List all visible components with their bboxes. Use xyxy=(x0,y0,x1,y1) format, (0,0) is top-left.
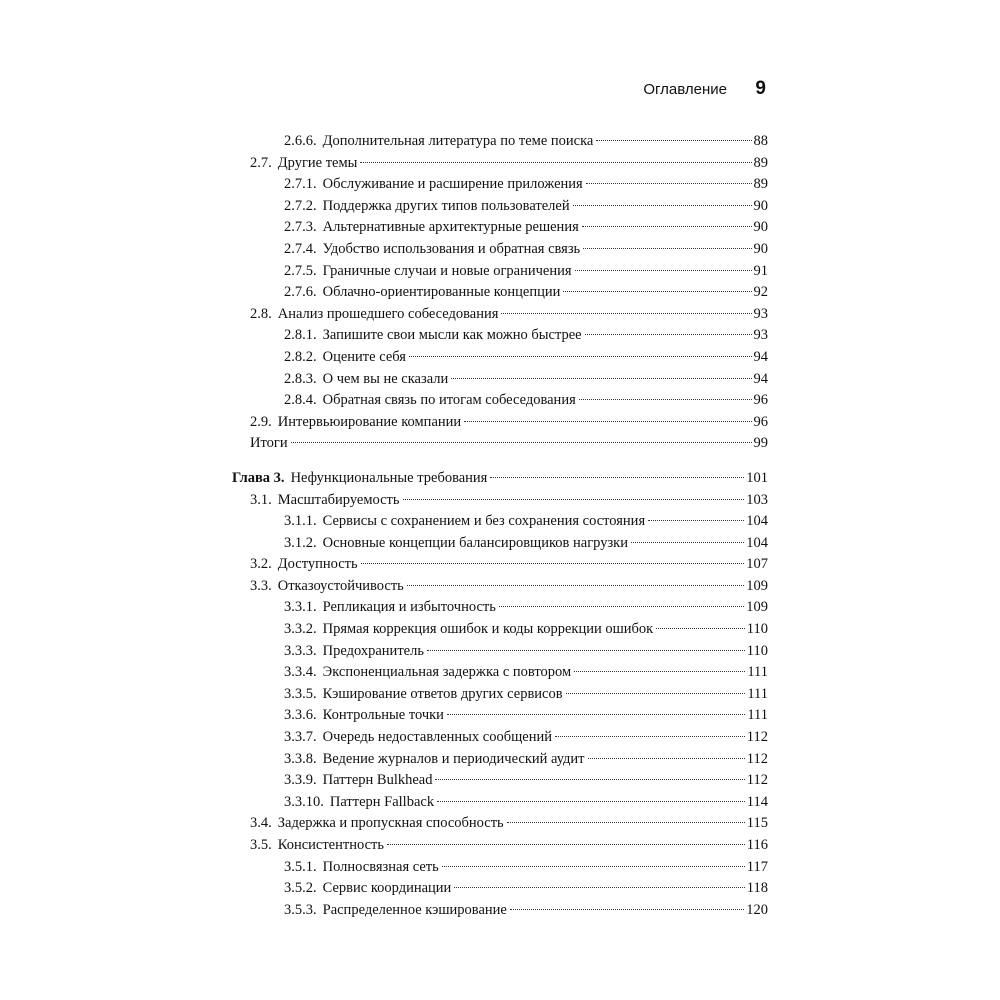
toc-entry-page: 90 xyxy=(753,197,768,214)
toc-entry-number: 2.8.1. xyxy=(284,327,317,344)
toc-leader-dots xyxy=(574,671,745,672)
toc-entry-title: Сервис координации xyxy=(322,880,452,897)
toc-entry-number: 3.3.1. xyxy=(284,599,317,616)
toc-entry[interactable] xyxy=(232,490,768,512)
toc-entry-page: 110 xyxy=(746,642,768,659)
toc-entry-title: Обслуживание и расширение приложения xyxy=(322,176,583,193)
toc-entry-title: Оцените себя xyxy=(322,348,406,365)
toc-entry[interactable] xyxy=(232,347,768,369)
toc-entry-title: Контрольные точки xyxy=(322,707,444,724)
toc-entry-page: 120 xyxy=(746,901,768,918)
toc-leader-dots xyxy=(490,477,744,478)
toc-entry[interactable] xyxy=(232,835,768,857)
toc-entry-number: 2.7.2. xyxy=(284,197,317,214)
toc-entry-number: 3.3.10. xyxy=(284,793,324,810)
toc-leader-dots xyxy=(631,542,744,543)
toc-leader-dots xyxy=(437,801,745,802)
toc-entry-title: Экспоненциальная задержка с повтором xyxy=(322,664,572,681)
toc-entry[interactable] xyxy=(232,641,768,663)
toc-entry-title: Основные концепции балансировщиков нагрузки xyxy=(322,534,628,551)
toc-entry-title: Нефункциональные требования xyxy=(290,469,488,486)
toc-entry[interactable] xyxy=(232,900,768,922)
toc-leader-dots xyxy=(586,183,752,184)
toc-leader-dots xyxy=(588,758,745,759)
toc-entry-page: 96 xyxy=(753,392,768,409)
toc-entry-title: Удобство использования и обратная связь xyxy=(322,240,581,257)
toc-entry-page: 109 xyxy=(746,577,768,594)
toc-entry-number: 3.3.8. xyxy=(284,750,317,767)
toc-entry-number: 2.8.3. xyxy=(284,370,317,387)
toc-leader-dots xyxy=(596,140,751,141)
toc-leader-dots xyxy=(648,520,744,521)
toc-entry-number: 3.3.7. xyxy=(284,729,317,746)
toc-entry[interactable] xyxy=(232,433,768,455)
toc-entry-title: Итоги xyxy=(250,435,288,452)
toc-entry-page: 104 xyxy=(746,534,768,551)
toc-entry-page: 117 xyxy=(746,858,768,875)
toc-entry-number: 2.7.4. xyxy=(284,240,317,257)
toc-entry-page: 104 xyxy=(746,513,768,530)
toc-leader-dots xyxy=(451,378,751,379)
toc-entry[interactable] xyxy=(232,554,768,576)
toc-entry-title: Отказоустойчивость xyxy=(277,577,404,594)
toc-entry[interactable] xyxy=(232,813,768,835)
toc-entry-number: 3.3.5. xyxy=(284,685,317,702)
toc-entry-title: Прямая коррекция ошибок и коды коррекции ошибок xyxy=(322,621,654,638)
toc-entry-page: 89 xyxy=(753,176,768,193)
toc-leader-dots xyxy=(360,162,751,163)
toc-leader-dots xyxy=(447,714,745,715)
toc-entry[interactable] xyxy=(232,217,768,239)
toc-entry-page: 93 xyxy=(753,305,768,322)
toc-entry-number: 3.5. xyxy=(250,837,272,853)
toc-leader-dots xyxy=(585,334,752,335)
toc-entry[interactable] xyxy=(232,770,768,792)
toc-leader-dots xyxy=(387,844,745,845)
toc-entry-title: Паттерн Bulkhead xyxy=(322,772,433,789)
toc-entry[interactable] xyxy=(232,878,768,900)
toc-entry-number: 3.3. xyxy=(250,577,272,594)
toc-entry-title: Обратная связь по итогам собеседования xyxy=(322,392,576,409)
toc-entry-page: 110 xyxy=(746,621,768,638)
toc-entry[interactable] xyxy=(232,196,768,218)
toc-entry-title: Доступность xyxy=(277,556,358,573)
toc-entry-title: Дополнительная литература по теме поиска xyxy=(322,133,594,149)
toc-entry-title: Полносвязная сеть xyxy=(322,858,439,875)
toc-entry-page: 91 xyxy=(753,262,768,279)
table-of-contents xyxy=(232,131,768,921)
toc-entry-title: Запишите свои мысли как можно быстрее xyxy=(322,327,582,344)
toc-entry-page: 96 xyxy=(753,413,768,430)
toc-leader-dots xyxy=(407,585,744,586)
toc-entry-page: 111 xyxy=(747,707,768,724)
toc-entry-number: 3.3.6. xyxy=(284,707,317,724)
toc-entry[interactable] xyxy=(232,511,768,533)
toc-entry-title: Интервьюирование компании xyxy=(277,413,462,430)
toc-entry-number: 3.1.1. xyxy=(284,513,317,530)
toc-entry-number: 3.2. xyxy=(250,556,272,573)
toc-leader-dots xyxy=(435,779,744,780)
toc-entry[interactable] xyxy=(232,705,768,727)
toc-entry-number: 3.5.2. xyxy=(284,880,317,897)
toc-leader-dots xyxy=(563,291,751,292)
running-head-title: Оглавление xyxy=(643,80,727,98)
toc-leader-dots xyxy=(427,650,745,651)
page-header xyxy=(0,78,766,100)
toc-leader-dots xyxy=(501,313,751,314)
toc-entry[interactable] xyxy=(232,792,768,814)
toc-entry-title: Ведение журналов и периодический аудит xyxy=(322,750,585,767)
toc-entry-title: О чем вы не сказали xyxy=(322,370,449,387)
toc-leader-dots xyxy=(361,563,745,564)
toc-entry-page: 88 xyxy=(753,133,768,149)
toc-entry-title: Кэширование ответов других сервисов xyxy=(322,685,563,702)
toc-entry[interactable] xyxy=(232,576,768,598)
toc-entry-title: Распределенное кэширование xyxy=(322,901,507,918)
toc-entry-number: 3.5.1. xyxy=(284,858,317,875)
toc-entry[interactable] xyxy=(232,468,768,490)
toc-leader-dots xyxy=(454,887,744,888)
toc-entry-number: Глава 3. xyxy=(232,469,285,486)
toc-entry-number: 3.4. xyxy=(250,815,272,832)
toc-entry[interactable] xyxy=(232,282,768,304)
toc-entry-page: 90 xyxy=(753,219,768,236)
toc-entry-page: 93 xyxy=(753,327,768,344)
toc-leader-dots xyxy=(583,248,751,249)
toc-entry[interactable] xyxy=(232,325,768,347)
toc-entry-page: 111 xyxy=(747,685,768,702)
toc-leader-dots xyxy=(579,399,752,400)
toc-entry-number: 3.5.3. xyxy=(284,901,317,918)
toc-entry-title: Очередь недоставленных сообщений xyxy=(322,729,552,746)
toc-leader-dots xyxy=(555,736,745,737)
toc-entry-title: Задержка и пропускная способность xyxy=(277,815,504,832)
toc-entry-title: Граничные случаи и новые ограничения xyxy=(322,262,572,279)
toc-entry-number: 2.7.1. xyxy=(284,176,317,193)
toc-leader-dots xyxy=(464,421,751,422)
toc-entry-page: 111 xyxy=(747,664,768,681)
page-number: 9 xyxy=(755,78,766,99)
toc-entry-title: Паттерн Fallback xyxy=(329,793,435,810)
toc-entry[interactable] xyxy=(232,390,768,412)
toc-entry-page: 114 xyxy=(746,793,768,810)
toc-entry[interactable] xyxy=(232,369,768,391)
toc-entry-number: 3.3.3. xyxy=(284,642,317,659)
toc-entry[interactable] xyxy=(232,857,768,879)
toc-leader-dots xyxy=(403,499,745,500)
toc-spacer xyxy=(232,455,768,468)
toc-entry[interactable] xyxy=(232,239,768,261)
toc-entry-page: 94 xyxy=(753,348,768,365)
toc-entry-title: Поддержка других типов пользователей xyxy=(322,197,570,214)
toc-entry-page: 101 xyxy=(746,469,768,486)
toc-entry-title: Альтернативные архитектурные решения xyxy=(322,219,579,236)
toc-entry-number: 2.8. xyxy=(250,305,272,322)
toc-entry-number: 3.3.4. xyxy=(284,664,317,681)
toc-entry-number: 2.7.5. xyxy=(284,262,317,279)
toc-leader-dots xyxy=(442,866,745,867)
toc-entry[interactable] xyxy=(232,684,768,706)
toc-entry-title: Анализ прошедшего собеседования xyxy=(277,305,499,322)
toc-entry[interactable] xyxy=(232,261,768,283)
toc-entry-page: 116 xyxy=(746,837,768,853)
toc-entry-title: Репликация и избыточность xyxy=(322,599,496,616)
toc-entry-page: 118 xyxy=(746,880,768,897)
toc-entry[interactable] xyxy=(232,412,768,434)
toc-entry-title: Сервисы с сохранением и без сохранения состояния xyxy=(322,513,646,530)
toc-entry-page: 99 xyxy=(753,435,768,452)
toc-entry[interactable] xyxy=(232,727,768,749)
toc-entry-number: 3.3.2. xyxy=(284,621,317,638)
toc-entry-page: 92 xyxy=(753,284,768,301)
toc-entry-title: Облачно-ориентированные концепции xyxy=(322,284,561,301)
toc-entry[interactable] xyxy=(232,749,768,771)
toc-entry-title: Консистентность xyxy=(277,837,384,853)
toc-entry-title: Масштабируемость xyxy=(277,491,400,508)
toc-leader-dots xyxy=(291,442,752,443)
toc-entry-number: 2.7.3. xyxy=(284,219,317,236)
toc-entry-number: 2.8.4. xyxy=(284,392,317,409)
toc-entry-number: 3.1.2. xyxy=(284,534,317,551)
toc-entry-page: 90 xyxy=(753,240,768,257)
toc-entry-number: 2.7. xyxy=(250,154,272,171)
toc-entry-page: 112 xyxy=(746,729,768,746)
toc-entry[interactable] xyxy=(232,662,768,684)
toc-leader-dots xyxy=(656,628,745,629)
toc-entry[interactable] xyxy=(232,597,768,619)
toc-entry-number: 3.3.9. xyxy=(284,772,317,789)
toc-entry-title: Предохранитель xyxy=(322,642,424,659)
toc-leader-dots xyxy=(510,909,744,910)
toc-leader-dots xyxy=(575,270,752,271)
toc-leader-dots xyxy=(573,205,752,206)
toc-entry-title: Другие темы xyxy=(277,154,358,171)
toc-entry[interactable] xyxy=(232,533,768,555)
toc-leader-dots xyxy=(582,226,752,227)
toc-entry-page: 107 xyxy=(746,556,768,573)
toc-entry-page: 94 xyxy=(753,370,768,387)
toc-entry-number: 2.9. xyxy=(250,413,272,430)
toc-entry[interactable] xyxy=(232,619,768,641)
toc-leader-dots xyxy=(566,693,746,694)
toc-entry[interactable] xyxy=(232,174,768,196)
toc-entry[interactable] xyxy=(232,304,768,326)
toc-leader-dots xyxy=(507,822,745,823)
toc-entry[interactable] xyxy=(232,153,768,175)
toc-entry-page: 112 xyxy=(746,750,768,767)
toc-entry-page: 115 xyxy=(746,815,768,832)
toc-entry-page: 112 xyxy=(746,772,768,789)
toc-entry-page: 89 xyxy=(753,154,768,171)
toc-entry-number: 3.1. xyxy=(250,491,272,508)
toc-entry-page: 103 xyxy=(746,491,768,508)
toc-leader-dots xyxy=(499,606,744,607)
toc-entry-number: 2.6.6. xyxy=(284,133,317,149)
toc-entry-number: 2.8.2. xyxy=(284,348,317,365)
toc-leader-dots xyxy=(409,356,752,357)
toc-entry-number: 2.7.6. xyxy=(284,284,317,301)
toc-entry-page: 109 xyxy=(746,599,768,616)
toc-entry[interactable] xyxy=(232,131,768,153)
